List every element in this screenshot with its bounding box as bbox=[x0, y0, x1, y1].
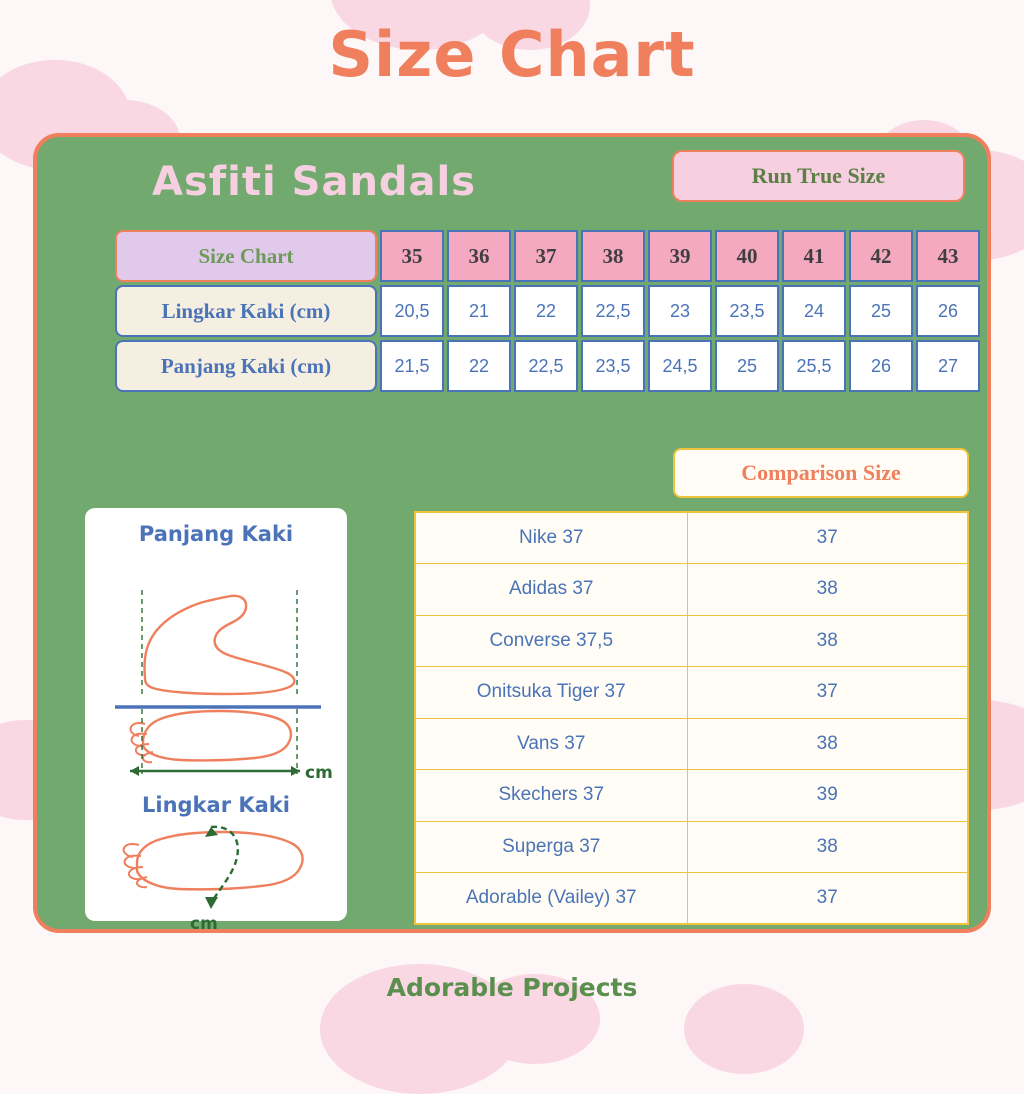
size-value-cell: 27 bbox=[916, 340, 980, 392]
size-value-cell: 20,5 bbox=[380, 285, 444, 337]
comparison-brand-cell: Adidas 37 bbox=[415, 564, 687, 616]
foot-length-diagram-icon bbox=[85, 546, 347, 786]
size-header-cell: 43 bbox=[916, 230, 980, 282]
comparison-size-cell: 37 bbox=[687, 873, 968, 925]
size-value-cell: 26 bbox=[916, 285, 980, 337]
table-row bbox=[115, 285, 980, 337]
size-header-cell: 40 bbox=[715, 230, 779, 282]
page-title: Size Chart bbox=[328, 18, 696, 91]
size-header-cell: 35 bbox=[380, 230, 444, 282]
table-row bbox=[415, 821, 968, 873]
table-row bbox=[415, 667, 968, 719]
comparison-brand-cell: Converse 37,5 bbox=[415, 615, 687, 667]
diagram-length-label: Panjang Kaki bbox=[138, 522, 294, 546]
size-header-cell: 41 bbox=[782, 230, 846, 282]
footer-brand: Adorable Projects bbox=[386, 973, 638, 1002]
comparison-size-cell: 37 bbox=[687, 667, 968, 719]
table-row bbox=[115, 340, 980, 392]
size-value-cell: 21 bbox=[447, 285, 511, 337]
table-row bbox=[415, 615, 968, 667]
comparison-brand-cell: Adorable (Vailey) 37 bbox=[415, 873, 687, 925]
comparison-size-cell: 38 bbox=[687, 564, 968, 616]
size-value-cell: 22 bbox=[514, 285, 578, 337]
table-row bbox=[115, 230, 980, 282]
comparison-brand-cell: Nike 37 bbox=[415, 512, 687, 564]
size-chart-card bbox=[33, 133, 991, 933]
diagram-girth-label: Lingkar Kaki bbox=[142, 793, 290, 817]
comparison-size-cell: 39 bbox=[687, 770, 968, 822]
comparison-brand-cell: Vans 37 bbox=[415, 718, 687, 770]
table-row bbox=[415, 770, 968, 822]
table-row bbox=[415, 873, 968, 925]
row-label-panjang-kaki: Panjang Kaki (cm) bbox=[115, 340, 377, 392]
svg-text:cm: cm bbox=[190, 914, 218, 934]
measurement-diagram-panel bbox=[85, 508, 347, 934]
comparison-size-cell: 37 bbox=[687, 512, 968, 564]
svg-text:cm: cm bbox=[305, 763, 333, 783]
comparison-table bbox=[414, 511, 969, 925]
size-value-cell: 25 bbox=[849, 285, 913, 337]
size-value-cell: 23 bbox=[648, 285, 712, 337]
size-value-cell: 24,5 bbox=[648, 340, 712, 392]
size-value-cell: 22,5 bbox=[514, 340, 578, 392]
comparison-size-cell: 38 bbox=[687, 615, 968, 667]
size-value-cell: 25,5 bbox=[782, 340, 846, 392]
size-header-cell: 38 bbox=[581, 230, 645, 282]
comparison-size-title: Comparison Size bbox=[673, 448, 969, 498]
table-row bbox=[415, 718, 968, 770]
size-value-cell: 22 bbox=[447, 340, 511, 392]
comparison-brand-cell: Superga 37 bbox=[415, 821, 687, 873]
size-value-cell: 21,5 bbox=[380, 340, 444, 392]
size-value-cell: 26 bbox=[849, 340, 913, 392]
comparison-brand-cell: Skechers 37 bbox=[415, 770, 687, 822]
table-row bbox=[415, 512, 968, 564]
foot-girth-diagram-icon bbox=[85, 817, 347, 935]
status-badge-run-true: Run True Size bbox=[672, 150, 965, 202]
size-table-corner-label: Size Chart bbox=[115, 230, 377, 282]
size-table bbox=[112, 227, 983, 395]
size-header-cell: 37 bbox=[514, 230, 578, 282]
size-value-cell: 23,5 bbox=[581, 340, 645, 392]
size-header-cell: 39 bbox=[648, 230, 712, 282]
size-value-cell: 25 bbox=[715, 340, 779, 392]
table-row bbox=[415, 564, 968, 616]
comparison-size-cell: 38 bbox=[687, 718, 968, 770]
size-value-cell: 23,5 bbox=[715, 285, 779, 337]
size-value-cell: 22,5 bbox=[581, 285, 645, 337]
comparison-size-cell: 38 bbox=[687, 821, 968, 873]
size-header-cell: 42 bbox=[849, 230, 913, 282]
row-label-lingkar-kaki: Lingkar Kaki (cm) bbox=[115, 285, 377, 337]
comparison-brand-cell: Onitsuka Tiger 37 bbox=[415, 667, 687, 719]
size-header-cell: 36 bbox=[447, 230, 511, 282]
brand-name: Asfiti Sandals bbox=[152, 159, 477, 205]
size-value-cell: 24 bbox=[782, 285, 846, 337]
